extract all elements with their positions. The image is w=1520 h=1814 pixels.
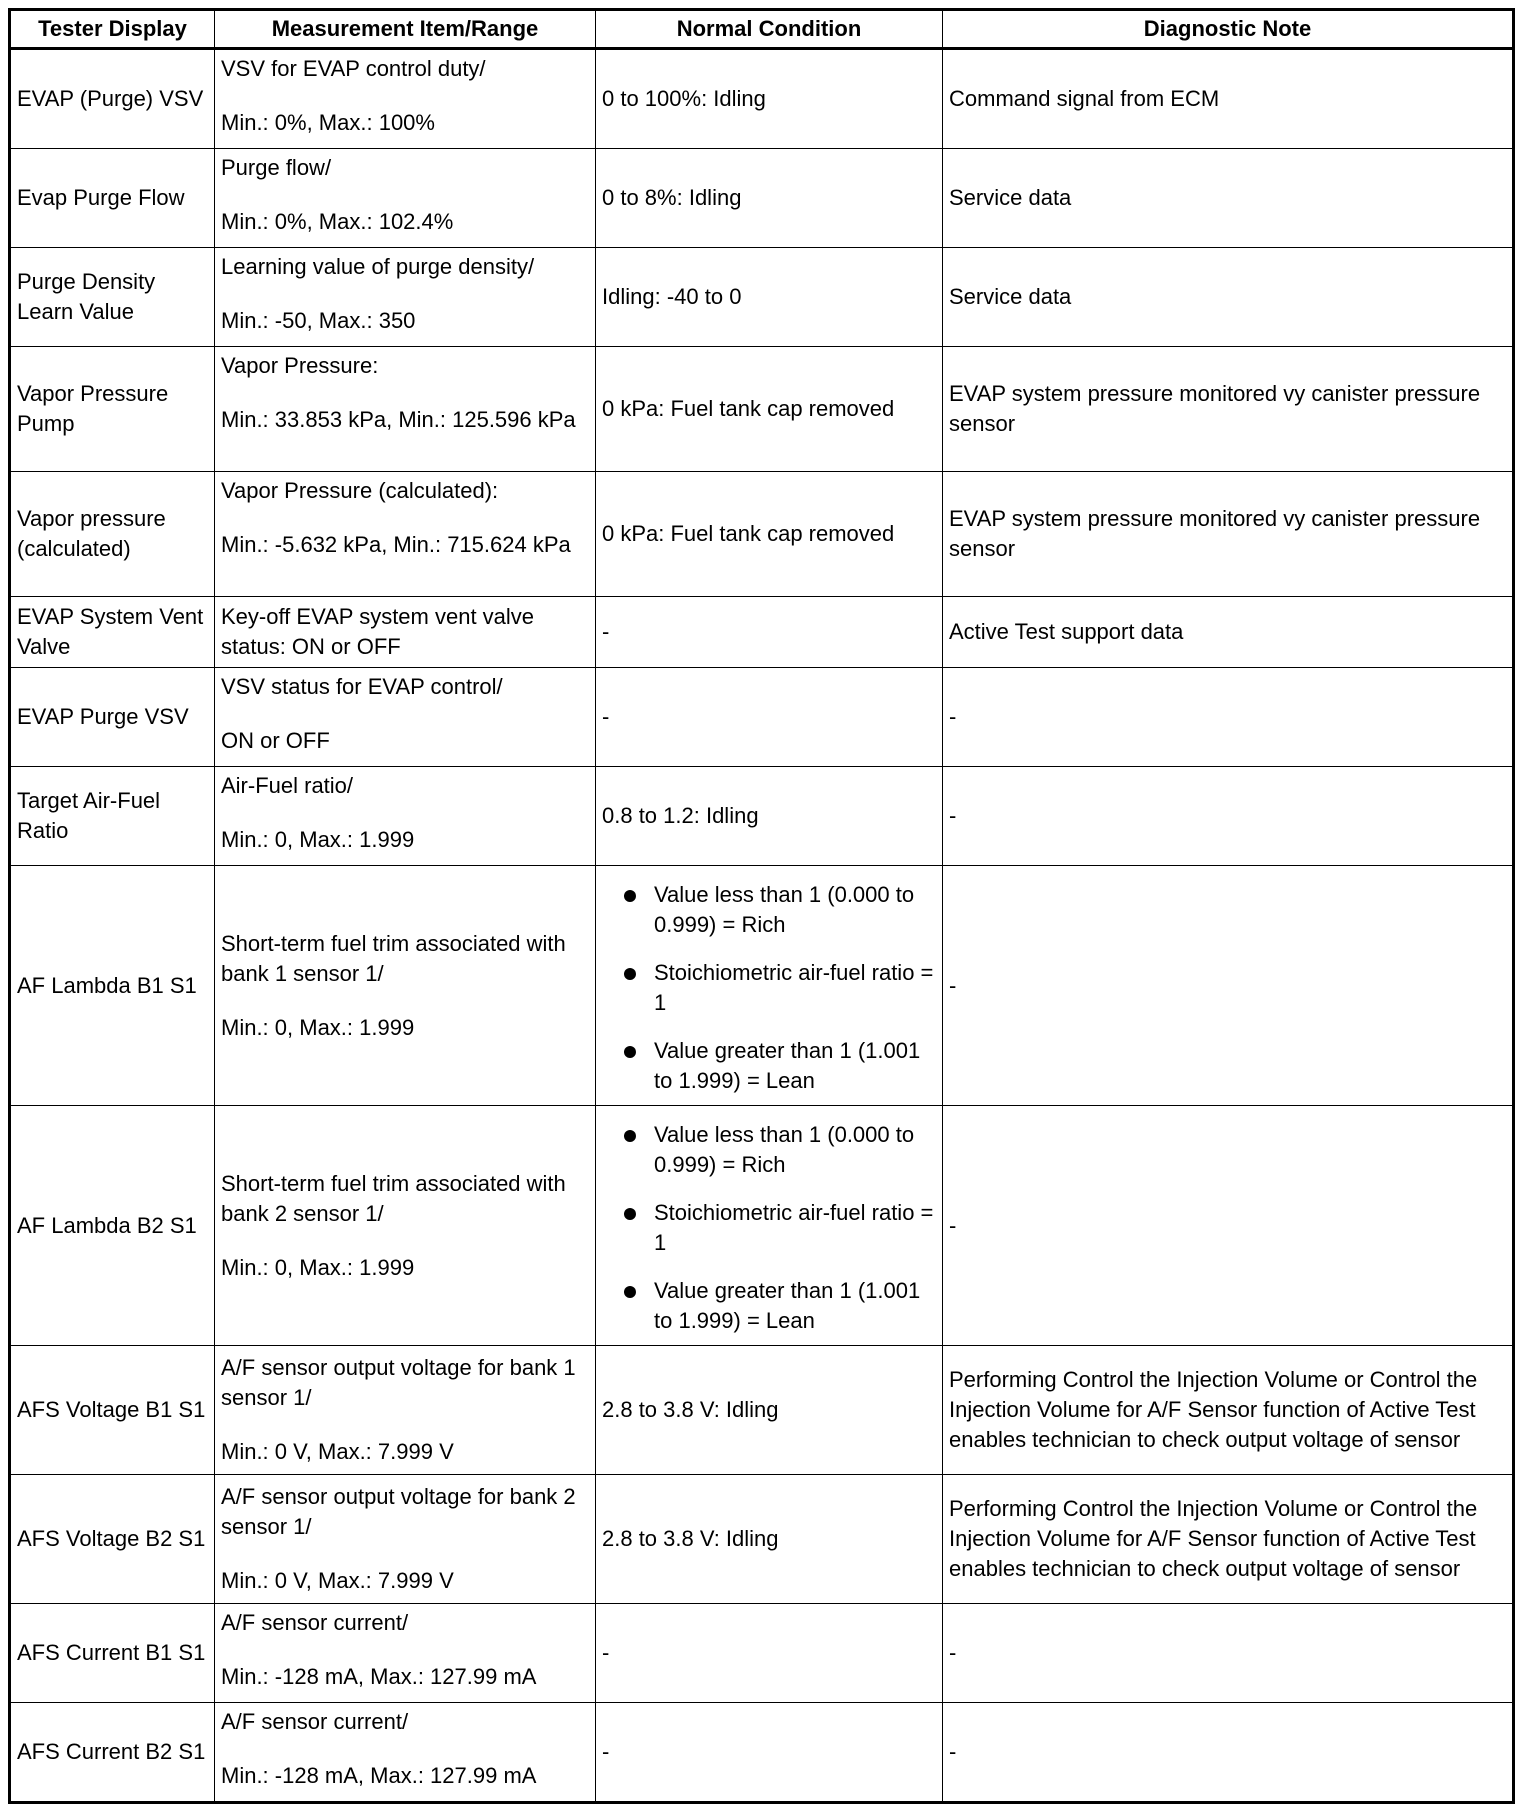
range-line: VSV status for EVAP control/ bbox=[221, 674, 503, 699]
table-row bbox=[10, 49, 1514, 149]
range-line: VSV for EVAP control duty/ bbox=[221, 56, 486, 81]
bullet-dot-icon bbox=[624, 968, 636, 980]
table-header-row bbox=[10, 10, 1514, 49]
tester-display-cell: AFS Current B1 S1 bbox=[10, 1604, 215, 1703]
bullet-dot-icon bbox=[624, 1046, 636, 1058]
range-line: Vapor Pressure: bbox=[221, 353, 379, 378]
tester-data-table bbox=[8, 8, 1515, 1804]
tester-display-cell: AF Lambda B1 S1 bbox=[10, 866, 215, 1106]
range-spacer bbox=[221, 702, 589, 726]
condition-bullet bbox=[618, 1120, 936, 1180]
normal-condition-cell: 2.8 to 3.8 V: Idling bbox=[596, 1475, 943, 1604]
diagnostic-note-cell: - bbox=[943, 1703, 1514, 1803]
range-line: Key-off EVAP system vent valve status: ON or OFF bbox=[221, 604, 535, 659]
measurement-range-cell bbox=[215, 1475, 596, 1604]
diagnostic-note-cell: EVAP system pressure monitored vy canister pressure sensor bbox=[943, 472, 1514, 597]
normal-condition-cell: - bbox=[596, 668, 943, 767]
table-row bbox=[10, 248, 1514, 347]
diagnostic-note-cell: Service data bbox=[943, 248, 1514, 347]
measurement-range-cell bbox=[215, 248, 596, 347]
range-line: Min.: 0, Max.: 1.999 bbox=[221, 1014, 415, 1040]
bullet-dot-icon bbox=[624, 1208, 636, 1220]
range-line: Min.: -128 mA, Max.: 127.99 mA bbox=[221, 1664, 537, 1689]
condition-bullet-text: Value less than 1 (0.000 to 0.999) = Rich bbox=[654, 1121, 915, 1177]
range-spacer bbox=[221, 506, 589, 530]
diagnostic-note-cell: - bbox=[943, 1604, 1514, 1703]
range-line: Learning value of purge density/ bbox=[221, 254, 535, 279]
range-line: Min.: 0%, Max.: 100% bbox=[221, 110, 435, 135]
tester-display-cell: Vapor pressure (calculated) bbox=[10, 472, 215, 597]
range-spacer bbox=[221, 1413, 589, 1437]
condition-bullet bbox=[618, 1198, 936, 1258]
tester-display-cell: Vapor Pressure Pump bbox=[10, 347, 215, 472]
normal-condition-cell: - bbox=[596, 1604, 943, 1703]
measurement-range-cell bbox=[215, 597, 596, 668]
range-line: Purge flow/ bbox=[221, 155, 332, 180]
measurement-range-cell bbox=[215, 866, 596, 1106]
normal-condition-cell: 0 to 8%: Idling bbox=[596, 149, 943, 248]
condition-bullet-list bbox=[602, 1120, 936, 1336]
range-line: Min.: -50, Max.: 350 bbox=[221, 308, 416, 333]
tester-display-cell: AFS Voltage B1 S1 bbox=[10, 1346, 215, 1475]
normal-condition-cell: 0 to 100%: Idling bbox=[596, 49, 943, 149]
header-diagnostic-note: Diagnostic Note bbox=[943, 10, 1514, 49]
normal-condition-cell bbox=[596, 866, 943, 1106]
measurement-range-cell bbox=[215, 472, 596, 597]
normal-condition-cell: 0 kPa: Fuel tank cap removed bbox=[596, 347, 943, 472]
bullet-dot-icon bbox=[624, 1286, 636, 1298]
diagnostic-note-cell: Performing Control the Injection Volume or Control the Injection Volume for A/F Sensor function of Active Test enables technician to check output voltage of sensor bbox=[943, 1475, 1514, 1604]
range-spacer bbox=[221, 989, 589, 1013]
tester-display-cell: Purge Density Learn Value bbox=[10, 248, 215, 347]
header-normal-condition: Normal Condition bbox=[596, 10, 943, 49]
range-line: Min.: 0, Max.: 1.999 bbox=[221, 827, 415, 852]
diagnostic-note-cell: - bbox=[943, 767, 1514, 866]
diagnostic-note-cell: - bbox=[943, 668, 1514, 767]
bullet-dot-icon bbox=[624, 890, 636, 902]
measurement-range-cell bbox=[215, 49, 596, 149]
table-row bbox=[10, 149, 1514, 248]
range-spacer bbox=[221, 1229, 589, 1253]
range-line: Min.: 0 V, Max.: 7.999 V bbox=[221, 1568, 454, 1593]
table-row bbox=[10, 597, 1514, 668]
range-line: A/F sensor current/ bbox=[221, 1610, 409, 1635]
range-spacer bbox=[221, 282, 589, 306]
condition-bullet bbox=[618, 958, 936, 1018]
measurement-range-cell bbox=[215, 1604, 596, 1703]
condition-bullet bbox=[618, 880, 936, 940]
range-line: Air-Fuel ratio/ bbox=[221, 773, 354, 798]
diagnostic-note-cell: Service data bbox=[943, 149, 1514, 248]
table-row bbox=[10, 668, 1514, 767]
tester-display-cell: Target Air-Fuel Ratio bbox=[10, 767, 215, 866]
tester-display-cell: AFS Voltage B2 S1 bbox=[10, 1475, 215, 1604]
condition-bullet-text: Value greater than 1 (1.001 to 1.999) = Lean bbox=[654, 1277, 921, 1333]
condition-bullet bbox=[618, 1276, 936, 1336]
measurement-range-cell bbox=[215, 1703, 596, 1803]
range-spacer bbox=[221, 1542, 589, 1566]
condition-bullet bbox=[618, 1036, 936, 1096]
header-tester-display: Tester Display bbox=[10, 10, 215, 49]
range-line: Min.: 0%, Max.: 102.4% bbox=[221, 209, 454, 234]
range-spacer bbox=[221, 381, 589, 405]
bullet-dot-icon bbox=[624, 1130, 636, 1142]
measurement-range-cell bbox=[215, 149, 596, 248]
table-row bbox=[10, 1475, 1514, 1604]
table-row bbox=[10, 1346, 1514, 1475]
normal-condition-cell: 0 kPa: Fuel tank cap removed bbox=[596, 472, 943, 597]
measurement-range-cell bbox=[215, 767, 596, 866]
diagnostic-note-cell: Command signal from ECM bbox=[943, 49, 1514, 149]
table-row bbox=[10, 1703, 1514, 1803]
diagnostic-note-cell: EVAP system pressure monitored vy canister pressure sensor bbox=[943, 347, 1514, 472]
condition-bullet-text: Value greater than 1 (1.001 to 1.999) = Lean bbox=[654, 1037, 921, 1093]
range-spacer bbox=[221, 1737, 589, 1761]
range-spacer bbox=[221, 183, 589, 207]
range-line: Min.: 0 V, Max.: 7.999 V bbox=[221, 1439, 454, 1464]
tester-display-cell: EVAP System Vent Valve bbox=[10, 597, 215, 668]
range-spacer bbox=[221, 84, 589, 108]
table-row bbox=[10, 767, 1514, 866]
measurement-range-cell bbox=[215, 668, 596, 767]
range-spacer bbox=[221, 1638, 589, 1662]
range-line: A/F sensor output voltage for bank 2 sensor 1/ bbox=[221, 1484, 576, 1539]
range-spacer bbox=[221, 801, 589, 825]
tester-display-cell: AFS Current B2 S1 bbox=[10, 1703, 215, 1803]
measurement-range-cell bbox=[215, 1346, 596, 1475]
normal-condition-cell: Idling: -40 to 0 bbox=[596, 248, 943, 347]
range-line: Min.: 0, Max.: 1.999 bbox=[221, 1254, 415, 1280]
range-line: A/F sensor output voltage for bank 1 sensor 1/ bbox=[221, 1355, 576, 1410]
table-row bbox=[10, 1106, 1514, 1346]
tester-display-cell: Evap Purge Flow bbox=[10, 149, 215, 248]
header-measurement-item: Measurement Item/Range bbox=[215, 10, 596, 49]
table-row bbox=[10, 347, 1514, 472]
condition-bullet-text: Value less than 1 (0.000 to 0.999) = Rich bbox=[654, 881, 915, 937]
table-row bbox=[10, 472, 1514, 597]
measurement-range-cell bbox=[215, 347, 596, 472]
normal-condition-cell: - bbox=[596, 597, 943, 668]
diagnostic-note-cell: - bbox=[943, 866, 1514, 1106]
normal-condition-cell: - bbox=[596, 1703, 943, 1803]
range-line: Short-term fuel trim associated with bank 1 sensor 1/ bbox=[221, 930, 566, 986]
range-line: Min.: -5.632 kPa, Min.: 715.624 kPa bbox=[221, 532, 571, 557]
diagnostic-note-cell: Performing Control the Injection Volume or Control the Injection Volume for A/F Sensor function of Active Test enables technician to check output voltage of sensor bbox=[943, 1346, 1514, 1475]
condition-bullet-text: Stoichiometric air-fuel ratio = 1 bbox=[654, 1199, 934, 1255]
tester-display-cell: AF Lambda B2 S1 bbox=[10, 1106, 215, 1346]
range-line: A/F sensor current/ bbox=[221, 1709, 409, 1734]
normal-condition-cell bbox=[596, 1106, 943, 1346]
range-line: ON or OFF bbox=[221, 728, 330, 753]
diagnostic-note-cell: Active Test support data bbox=[943, 597, 1514, 668]
tester-display-cell: EVAP (Purge) VSV bbox=[10, 49, 215, 149]
condition-bullet-text: Stoichiometric air-fuel ratio = 1 bbox=[654, 959, 934, 1015]
normal-condition-cell: 0.8 to 1.2: Idling bbox=[596, 767, 943, 866]
tester-display-cell: EVAP Purge VSV bbox=[10, 668, 215, 767]
range-line: Min.: 33.853 kPa, Min.: 125.596 kPa bbox=[221, 407, 576, 432]
measurement-range-cell bbox=[215, 1106, 596, 1346]
table-row bbox=[10, 1604, 1514, 1703]
range-line: Vapor Pressure (calculated): bbox=[221, 478, 499, 503]
range-line: Min.: -128 mA, Max.: 127.99 mA bbox=[221, 1763, 537, 1788]
condition-bullet-list bbox=[602, 880, 936, 1096]
document-page bbox=[8, 8, 1512, 1804]
range-line: Short-term fuel trim associated with bank 2 sensor 1/ bbox=[221, 1170, 566, 1226]
normal-condition-cell: 2.8 to 3.8 V: Idling bbox=[596, 1346, 943, 1475]
table-row bbox=[10, 866, 1514, 1106]
diagnostic-note-cell: - bbox=[943, 1106, 1514, 1346]
